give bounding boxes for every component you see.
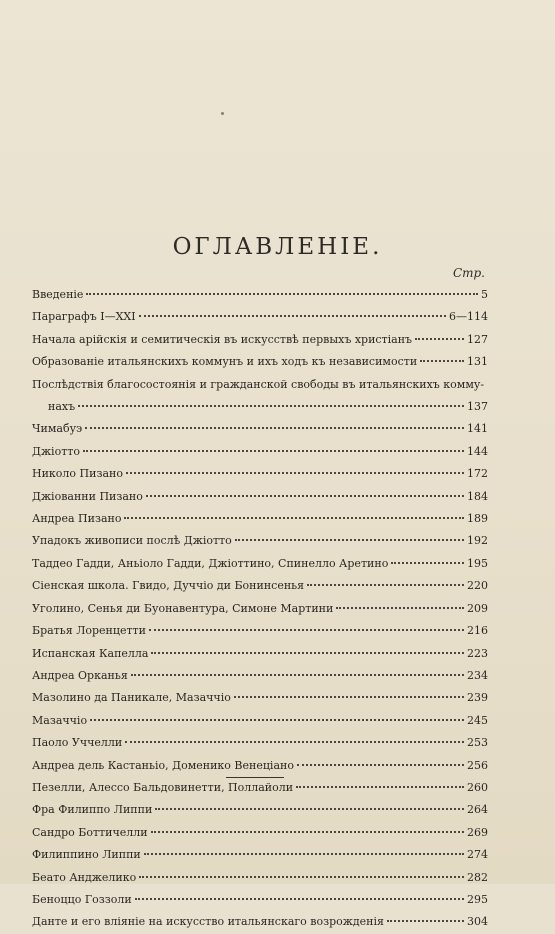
toc-entry [32, 844, 488, 866]
dot-leader [155, 808, 464, 810]
dot-leader [124, 517, 464, 519]
dot-leader [387, 920, 464, 922]
toc-entry [32, 687, 488, 709]
toc-entry [32, 329, 488, 351]
toc-entry [32, 620, 488, 642]
toc-entry-page: 141 [467, 422, 488, 436]
toc-entry [32, 822, 488, 844]
toc-entry [32, 643, 488, 665]
toc-entry [32, 575, 488, 597]
toc-entry [32, 777, 488, 799]
toc-entry-page: 304 [467, 915, 488, 929]
toc-entry-label: Филиппино Липпи [32, 848, 141, 862]
toc-entry-label: Фра Филиппо Липпи [32, 803, 153, 817]
toc-entry-label: Братья Лоренцетти [32, 624, 146, 638]
toc-entry [32, 530, 488, 552]
dot-leader [151, 831, 464, 833]
toc-entry-label: Джіотто [32, 444, 80, 458]
toc-entry-line: Послѣдствія благосостоянія и гражданской свободы въ итальянскихъ комму- [32, 377, 485, 391]
dot-leader [125, 741, 464, 743]
toc-entry-label: Андреа Пизано [32, 512, 122, 526]
toc-entry-label: Чимабуэ [32, 422, 83, 436]
toc-entry [32, 889, 488, 911]
toc-entry [32, 598, 488, 620]
toc-entry-page: 184 [467, 489, 488, 503]
toc-entry [32, 710, 488, 732]
toc-entry-page: 6—114 [449, 310, 488, 324]
toc-entry-label: Начала арійскія и семитическія въ искусствѣ первыхъ христіанъ [32, 332, 413, 346]
toc-entry-page: 223 [467, 646, 488, 660]
toc-entry-label: Мазаччіо [32, 713, 88, 727]
toc-entry [32, 755, 488, 777]
toc-entry-page: 220 [467, 579, 488, 593]
toc-entry-page: 131 [467, 355, 488, 369]
toc-entry-label: Таддео Гадди, Аньіоло Гадди, Джіоттино, Спинелло Аретино [32, 556, 389, 570]
toc-entry-page: 189 [467, 512, 488, 526]
toc-entry [32, 441, 488, 463]
toc-entry [32, 284, 488, 306]
dot-leader [144, 853, 464, 855]
toc-entry-label: Мазолино да Паникале, Мазаччіо [32, 691, 231, 705]
toc-entry [32, 508, 488, 530]
toc-entry-page: 264 [467, 803, 488, 817]
toc-entry-label: Уголино, Сенья ди Буонавентура, Симоне Мартини [32, 601, 334, 615]
toc-entry [32, 867, 488, 889]
paper-speck [221, 112, 224, 115]
toc-entry [32, 553, 488, 575]
page-column-label: Стр. [452, 266, 485, 280]
toc-entry-page: 295 [467, 892, 488, 906]
toc-entry-page: 269 [467, 825, 488, 839]
toc-entry-page: 195 [467, 556, 488, 570]
toc-entry-label: Беноццо Гоззоли [32, 892, 132, 906]
toc-entry-page: 5 [481, 288, 488, 301]
toc-entry-label: Джіованни Пизано [32, 489, 143, 503]
dot-leader [85, 427, 464, 429]
toc-entry-page: 192 [467, 534, 488, 548]
dot-leader [415, 338, 464, 340]
dot-leader [235, 539, 464, 541]
closing-rule [226, 777, 284, 778]
table-of-contents [32, 284, 488, 934]
toc-entry [32, 463, 488, 485]
toc-entry-label: Испанская Капелла [32, 646, 149, 660]
dot-leader [307, 584, 464, 586]
toc-entry [32, 732, 488, 754]
toc-entry-page: 256 [467, 758, 488, 772]
dot-leader [234, 696, 464, 698]
page-title: ОГЛАВЛЕНІЕ. [172, 234, 383, 260]
toc-entry-label: Упадокъ живописи послѣ Джіотто [32, 534, 232, 548]
toc-entry-label: Параграфъ I—XXI [32, 310, 136, 324]
dot-leader [151, 652, 464, 654]
toc-entry [32, 799, 488, 821]
dot-leader [83, 450, 464, 452]
dot-leader [336, 607, 464, 609]
dot-leader [135, 898, 464, 900]
toc-entry-page: 137 [467, 400, 488, 414]
toc-entry-page: 274 [467, 848, 488, 862]
toc-entry-page: 144 [467, 444, 488, 458]
toc-entry [32, 418, 488, 440]
dot-leader [391, 562, 464, 564]
dot-leader [126, 472, 464, 474]
dot-leader [149, 629, 464, 631]
toc-entry-label: Андреа Орканья [32, 668, 128, 682]
toc-entry-page: 260 [467, 780, 488, 794]
toc-entry-page: 234 [467, 668, 488, 682]
dot-leader [420, 360, 464, 362]
toc-entry-page: 245 [467, 713, 488, 727]
dot-leader [90, 719, 464, 721]
toc-entry-label: Андреа дель Кастаньіо, Доменико Венеціано [32, 758, 294, 772]
toc-entry-label: Николо Пизано [32, 467, 123, 481]
toc-entry [32, 306, 488, 328]
toc-entry [32, 911, 488, 933]
toc-entry-label: Образованіе итальянскихъ коммунъ и ихъ ходъ къ независимости [32, 355, 418, 369]
toc-entry-page: 172 [467, 467, 488, 481]
toc-entry-page: 253 [467, 736, 488, 750]
toc-entry-label: Введеніе [32, 288, 84, 301]
toc-entry-page: 127 [467, 332, 488, 346]
toc-entry [32, 351, 488, 373]
toc-entry [32, 396, 488, 418]
toc-entry-label: Сіенская школа. Гвидо, Дуччіо ди Бонинсенья [32, 579, 305, 593]
toc-entry-label: Беато Анджелико [32, 870, 137, 884]
toc-entry [32, 486, 488, 508]
dot-leader [139, 315, 446, 317]
toc-entry-page: 216 [467, 624, 488, 638]
dot-leader [296, 786, 464, 788]
dot-leader [139, 876, 464, 878]
toc-entry-label: Сандро Боттичелли [32, 825, 148, 839]
dot-leader [146, 495, 464, 497]
toc-entry-label: Данте и его вліяніе на искусство итальянскаго возрожденія [32, 915, 384, 929]
toc-entry-page: 209 [467, 601, 488, 615]
dot-leader [131, 674, 464, 676]
toc-entry-label: Пезелли, Алессо Бальдовинетти, Поллайоли [32, 780, 294, 794]
toc-entry-label: нахъ [48, 400, 76, 414]
toc-entry-page: 282 [467, 870, 488, 884]
toc-entry [32, 665, 488, 687]
dot-leader [86, 293, 478, 295]
toc-entry-label: Паоло Уччелли [32, 736, 123, 750]
dot-leader [78, 405, 464, 407]
toc-entry-page: 239 [467, 691, 488, 705]
dot-leader [297, 764, 464, 766]
